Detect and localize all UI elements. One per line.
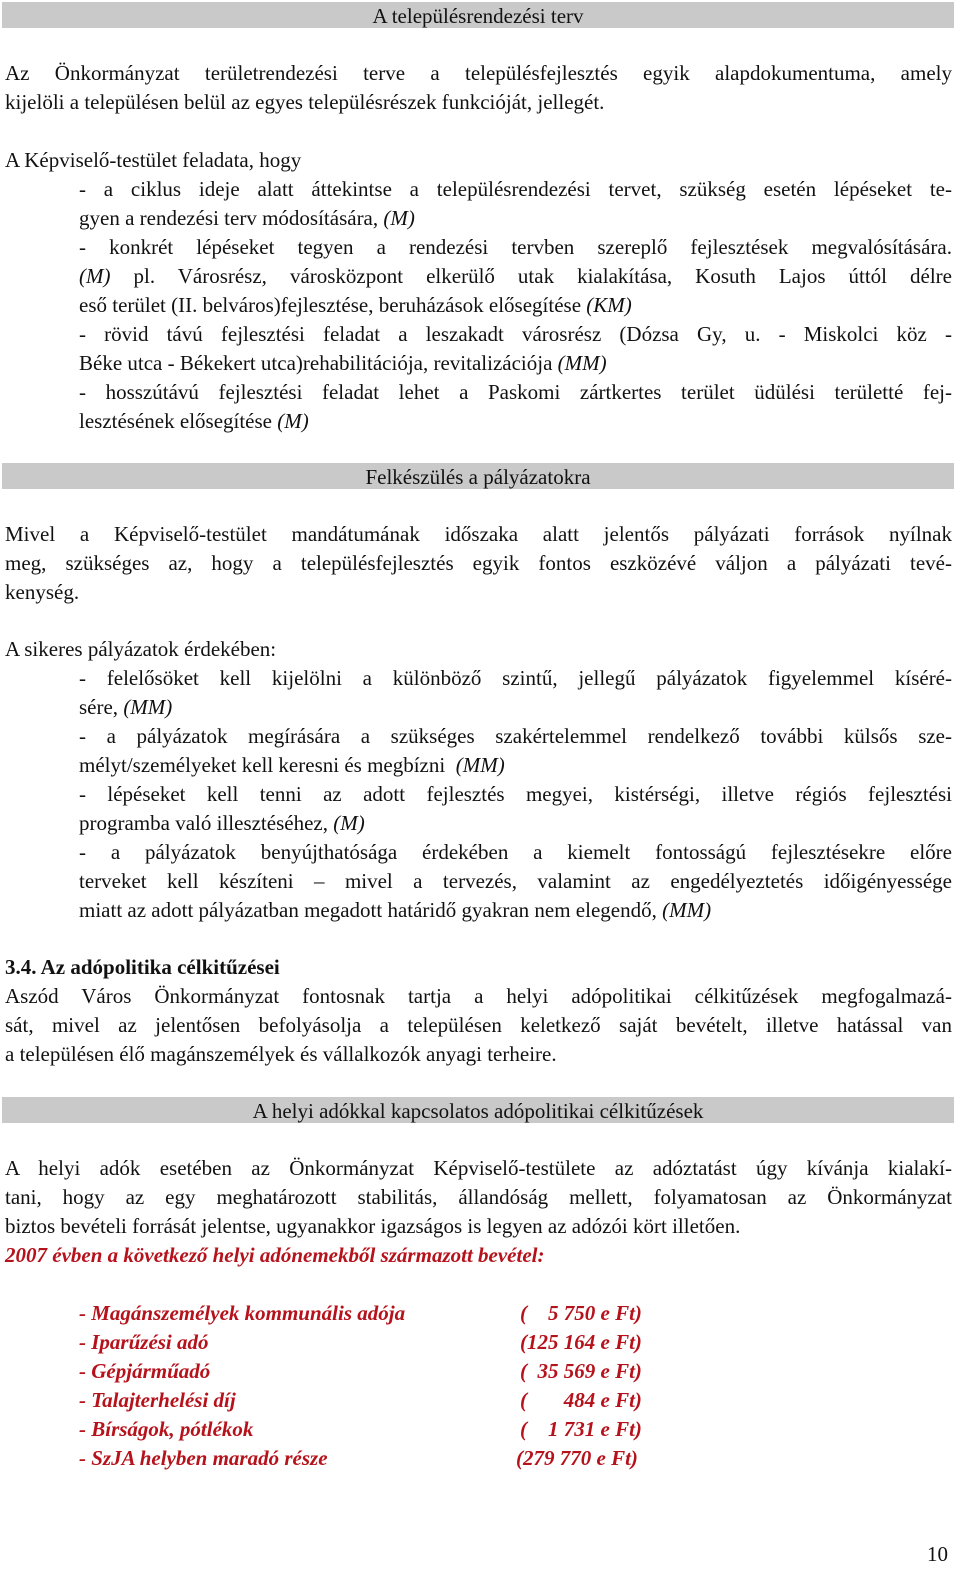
tax-item-name: - Gépjárműadó — [79, 1359, 211, 1383]
tax-item-amount: (279 770 e Ft) — [516, 1446, 638, 1470]
list-item-line: programba való illesztéséhez, (M) — [79, 811, 365, 835]
section-heading — [5, 953, 280, 982]
paragraph-line: kenység. — [5, 580, 80, 604]
list-item-line: (M) pl. Városrész, városközpont elkerülő utak kialakítása, Kosuth Lajos úttól délre — [79, 264, 952, 288]
responsible-tag: (M) — [333, 811, 365, 835]
tax-item-name: - Talajterhelési díj — [79, 1388, 236, 1412]
tax-item-name: - Bírságok, pótlékok — [79, 1417, 254, 1441]
tax-item-name: - Magánszemélyek kommunális adója — [79, 1301, 406, 1325]
paragraph-lead: A Képviselő-testület feladata, hogy — [5, 148, 302, 172]
paragraph-line: tani, hogy az egy meghatározott stabilitás, állandóság mellett, folyamatosan az Önkormányzat — [5, 1185, 952, 1209]
list-item-line: sére, (MM) — [79, 695, 173, 719]
list-item-line: mélyt/személyeket kell keresni és megbízni (MM) — [79, 753, 505, 777]
paragraph-line: meg, szükséges az, hogy a településfejlesztés egyik fontos eszközévé váljon a pályázati tevé- — [5, 551, 952, 575]
responsible-tag: (M) — [277, 409, 309, 433]
list-item-line: - felelősöket kell kijelölni a különböző szintű, jellegű pályázatok figyelemmel kíséré- — [79, 666, 952, 690]
paragraph-line: sát, mivel az jelentősen befolyásolja a településen keletkező saját bevételt, illetve hatással van — [5, 1013, 952, 1037]
section-title: A településrendezési terv — [372, 4, 584, 28]
responsible-tag: (MM) — [662, 898, 712, 922]
responsible-tag: (M) — [79, 264, 111, 288]
list-item-line: - konkrét lépéseket tegyen a rendezési tervben szereplő fejlesztések megvalósítására. — [79, 235, 952, 259]
paragraph-line: Az Önkormányzat területrendezési terve a településfejlesztés egyik alapdokumentuma, amely — [5, 61, 952, 85]
list-item-line: miatt az adott pályázatban megadott határidő gyakran nem elegendő, (MM) — [79, 898, 712, 922]
paragraph-line: A helyi adók esetében az Önkormányzat Képviselő-testülete az adóztatást úgy kívánja kialakí- — [5, 1156, 952, 1180]
paragraph-line: kijelöli a településen belül az egyes településrészek funkcióját, jellegét. — [5, 90, 605, 114]
paragraph-lead: A sikeres pályázatok érdekében: — [5, 637, 277, 661]
list-item-line: gyen a rendezési terv módosítására, (M) — [79, 206, 415, 230]
section-title-bar — [2, 2, 954, 28]
list-item-line: - lépéseket kell tenni az adott fejlesztés megyei, kistérségi, illetve régiós fejlesztési — [79, 782, 952, 806]
list-item-line: eső terület (II. belváros)fejlesztése, beruházások elősegítése (KM) — [79, 293, 632, 317]
responsible-tag: (MM) — [455, 753, 505, 777]
responsible-tag: (KM) — [586, 293, 632, 317]
revenue-heading: 2007 évben a következő helyi adónemekből származott bevétel: — [5, 1243, 545, 1267]
list-item-line: - a pályázatok megírására a szükséges szakértelemmel rendelkező további külsős sze- — [79, 724, 952, 748]
list-item-line: - rövid távú fejlesztési feladat a leszakadt városrész (Dózsa Gy, u. - Miskolci köz - — [79, 322, 952, 346]
tax-item-amount: ( 35 569 e Ft) — [520, 1359, 642, 1383]
list-item-line: Béke utca - Békekert utca)rehabilitációja, revitalizációja (MM) — [79, 351, 607, 375]
list-item-line: - a ciklus ideje alatt áttekintse a településrendezési tervet, szükség esetén lépéseket te- — [79, 177, 952, 201]
responsible-tag: (MM) — [123, 695, 173, 719]
list-item-line: - hosszútávú fejlesztési feladat lehet a Paskomi zártkertes terület üdülési területté fej- — [79, 380, 952, 404]
tax-item-amount: ( 484 e Ft) — [520, 1388, 642, 1412]
responsible-tag: (MM) — [557, 351, 607, 375]
section-title-bar — [2, 463, 954, 489]
list-item-line: terveket kell készíteni – mivel a tervezés, valamint az engedélyeztetés időigényessége — [79, 869, 952, 893]
section-heading-text: Az adópolitika célkitűzései — [40, 955, 280, 979]
paragraph-line: a településen élő magánszemélyek és vállalkozók anyagi terheire. — [5, 1042, 557, 1066]
tax-item-name: - SzJA helyben maradó része — [79, 1446, 328, 1470]
tax-item-amount: ( 1 731 e Ft) — [520, 1417, 642, 1441]
section-title-bar — [2, 1097, 954, 1123]
responsible-tag: (M) — [383, 206, 415, 230]
tax-item-name: - Iparűzési adó — [79, 1330, 209, 1354]
section-number: 3.4. — [5, 955, 37, 979]
tax-item-amount: (125 164 e Ft) — [520, 1330, 642, 1354]
page-number: 10 — [927, 1542, 948, 1566]
section-title: Felkészülés a pályázatokra — [365, 465, 591, 489]
paragraph-line: Aszód Város Önkormányzat fontosnak tartja a helyi adópolitikai célkitűzések megfogalmazá- — [5, 984, 952, 1008]
paragraph-line: biztos bevételi forrását jelentse, ugyanakkor igazságos is legyen az adózói kört illetően. — [5, 1214, 741, 1238]
paragraph-line: Mivel a Képviselő-testület mandátumának időszaka alatt jelentős pályázati források nyílnak — [5, 522, 952, 546]
list-item-line: - a pályázatok benyújthatósága érdekében a kiemelt fontosságú fejlesztésekre előre — [79, 840, 952, 864]
list-item-line: lesztésének elősegítése (M) — [79, 409, 309, 433]
tax-item-amount: ( 5 750 e Ft) — [520, 1301, 642, 1325]
section-title: A helyi adókkal kapcsolatos adópolitikai célkitűzések — [252, 1099, 704, 1123]
